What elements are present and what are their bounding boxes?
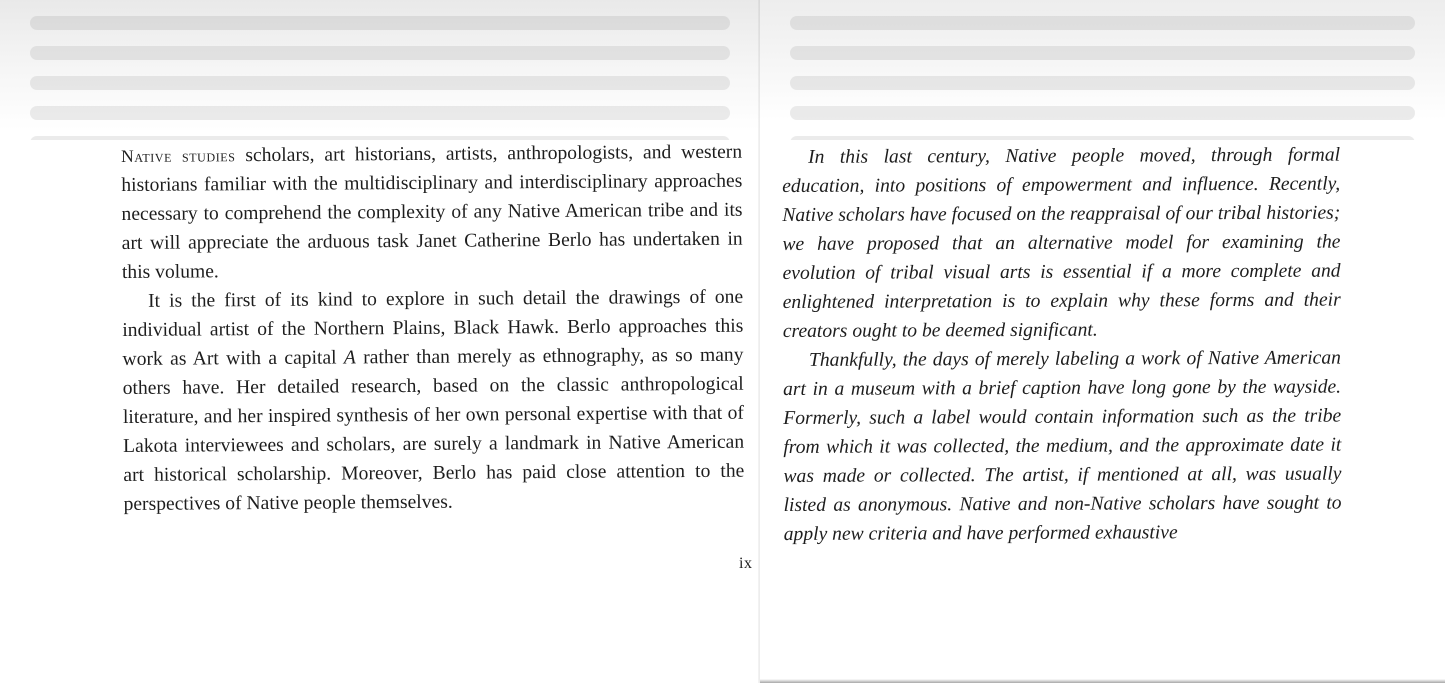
paragraph-1 (121, 138, 743, 287)
right-text-column (782, 141, 1342, 549)
paragraph-1-text: scholars, art historians, artists, anthropologists, and western historians familiar with the multidisciplinary and interdisciplinary approaches necessary to comprehend the complexity of any Native American tribe and its art will appreciate the arduous task Janet Catherine Berlo has undertaken in this volume. (121, 141, 743, 283)
left-text-column (121, 138, 745, 519)
bleed-through-text (760, 0, 1445, 140)
page-number: ix (739, 555, 753, 572)
paragraph-2-text-a: It is the first of its kind to explore in such detail the drawings of one individual artist of the Northern Plains, Black Hawk. Berlo approaches this work as Art with a capital (122, 286, 744, 370)
paragraph-3: In this last century, Native people moved, through formal education, into positions of empowerment and influence. Recently, Native scholars have focused on the reappraisal of our tribal histories; we have proposed that an alternative model for examining the evolution of tribal visual arts is essential if a more complete and enlightened interpretation is to explain why these forms and their creators ought to be deemed significant. (782, 144, 1341, 342)
bleed-through-text (0, 0, 760, 140)
paragraph-2-italic: A (343, 347, 356, 369)
paragraph-4: Thankfully, the days of merely labeling a work of Native American art in a museum with a brief caption have long gone by the wayside. Formerly, such a label would contain information such as the tribe from which it was collected, the medium, and the approximate date it was made or collected. The artist, if mentioned at all, was usually listed as anonymous. Native and non-Native scholars have sought to apply new criteria and have performed exhaustive (783, 347, 1342, 545)
lead-in-small-caps: Native studies (121, 145, 236, 166)
page-edge-shadow (760, 679, 1445, 683)
paragraph-2 (122, 283, 745, 519)
paragraph-2-text-b: rather than merely as ethnography, as so many others have. Her detailed research, based on the classic anthropological literature, and her inspired synthesis of her own personal expertise with that of Lakota interviewees and scholars, are surely a landmark in Native American art historical scholarship. Moreover, Berlo has paid close attention to the perspectives of Native people themselves. (122, 344, 745, 515)
